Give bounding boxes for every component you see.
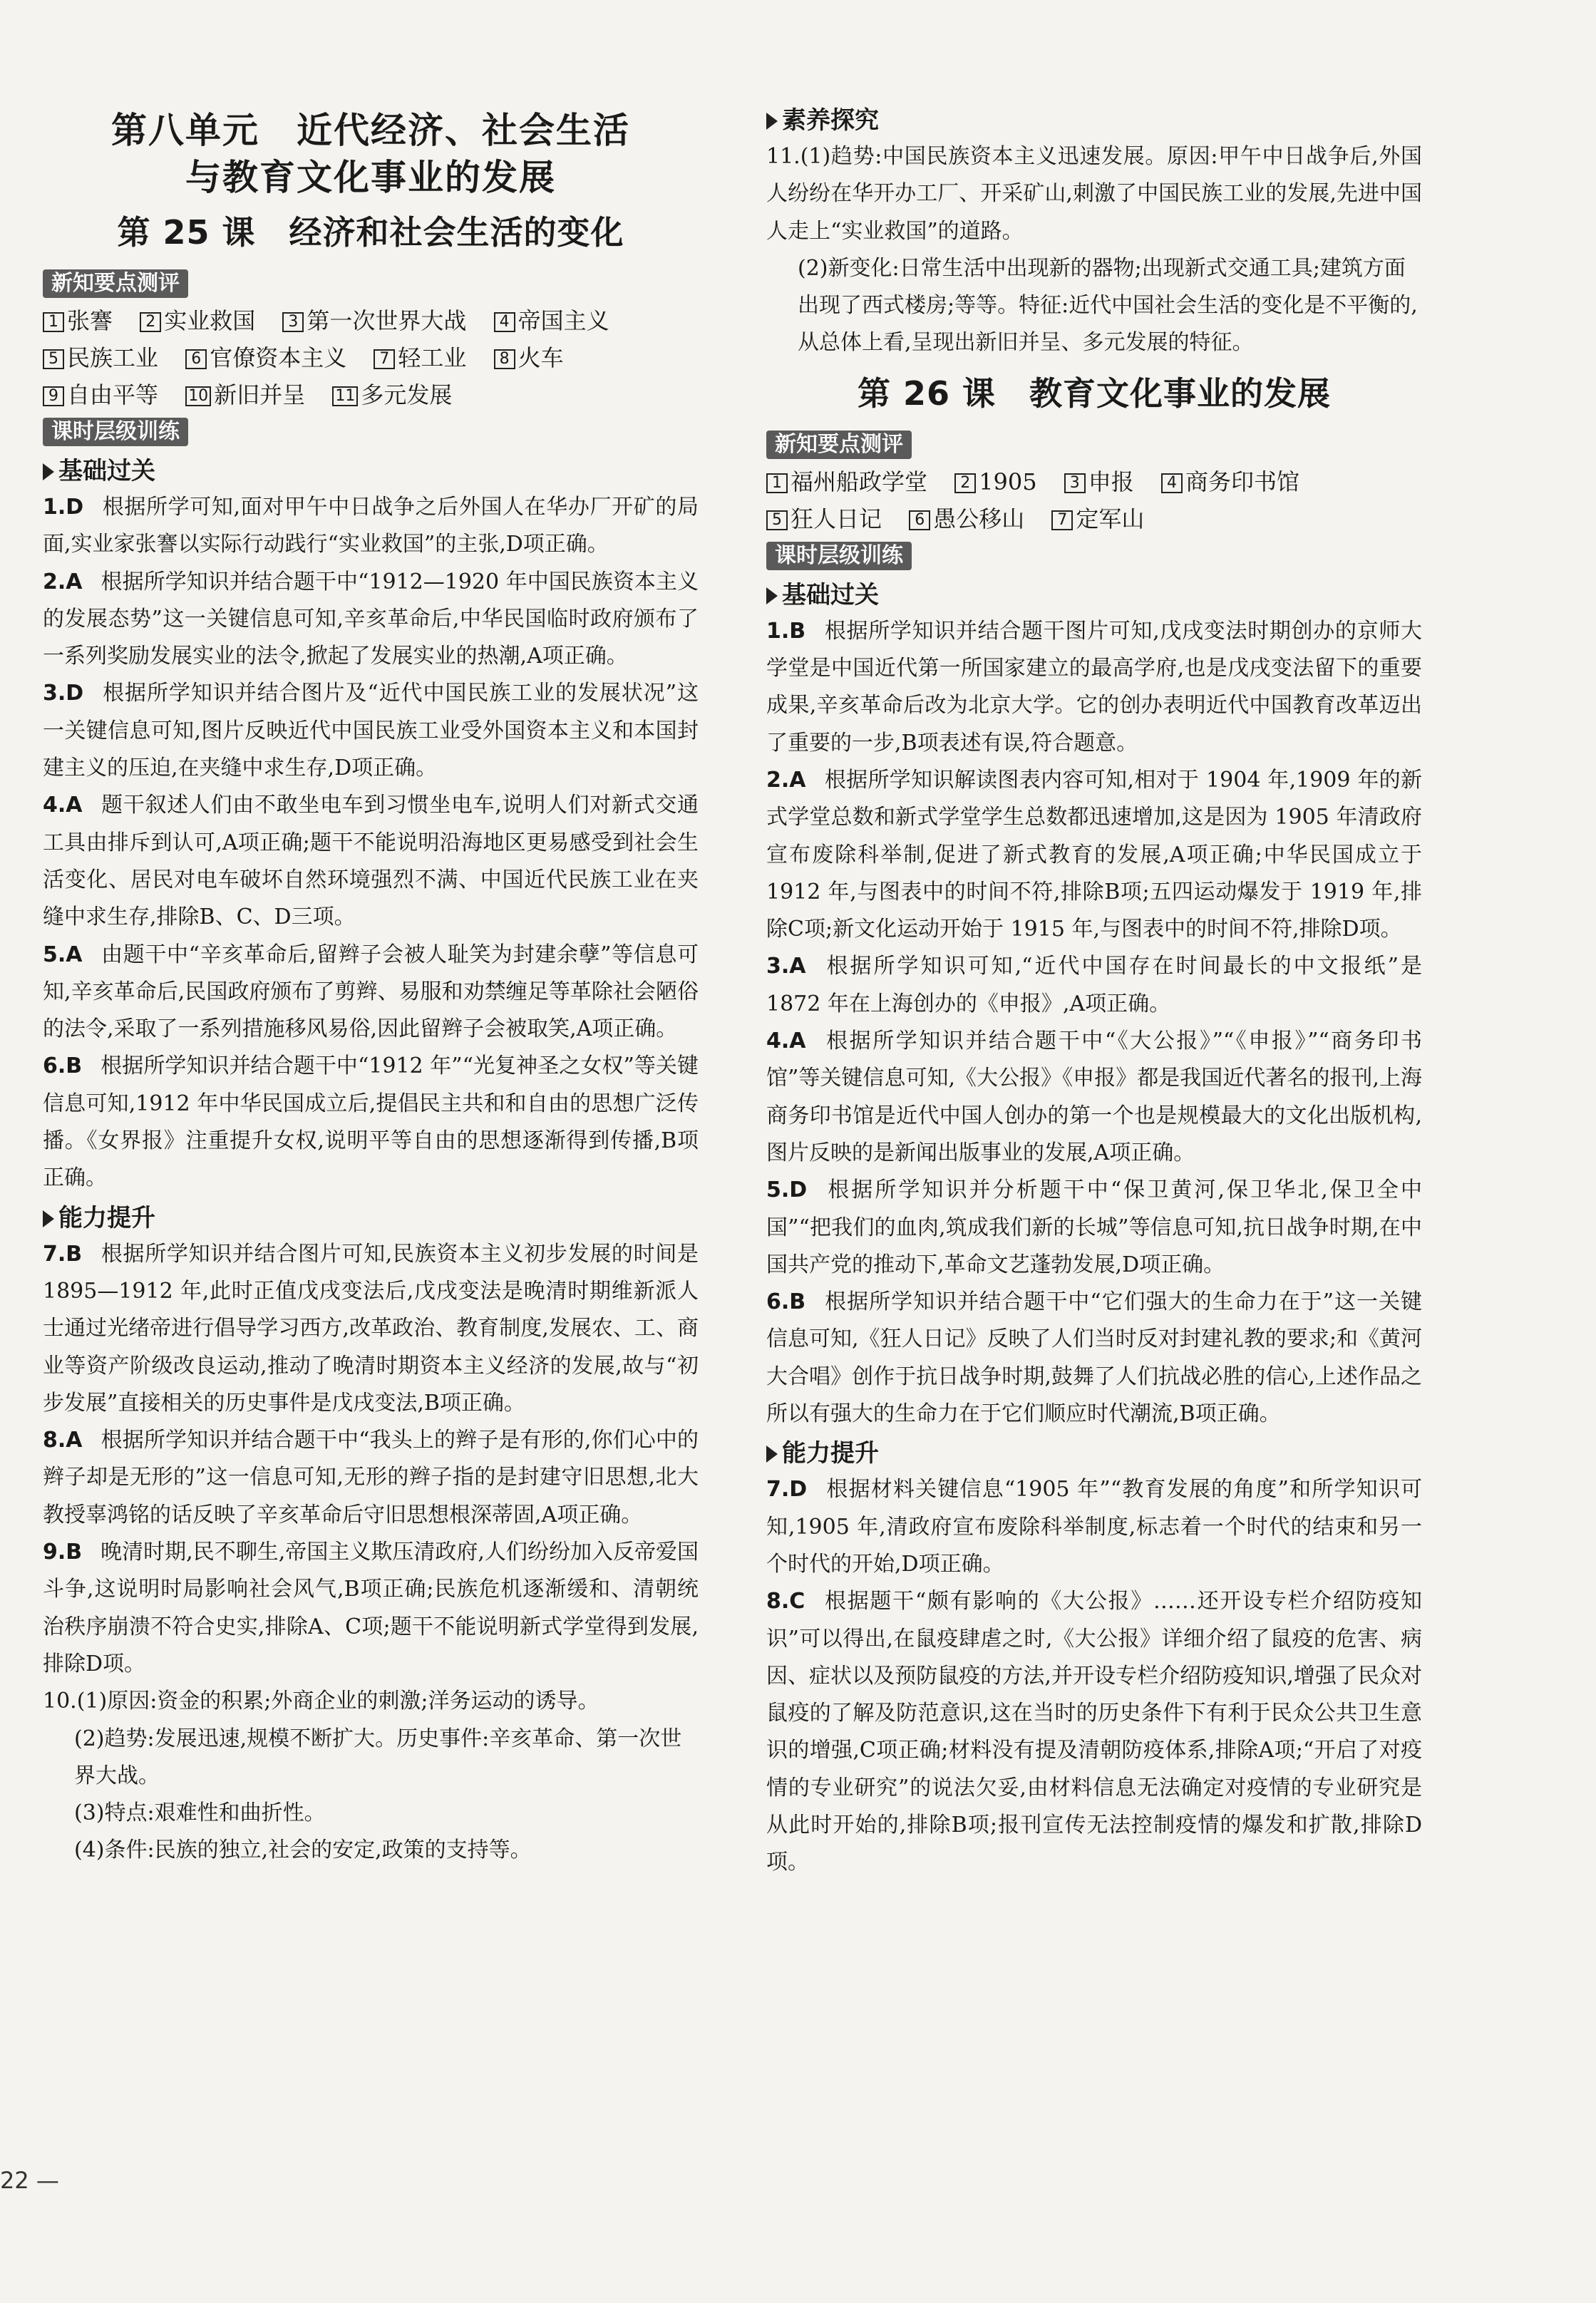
term-item: 1 福州船政学堂 — [766, 468, 927, 495]
term-item: 7 轻工业 — [374, 344, 466, 371]
page-number: 22 — — [0, 2167, 59, 2194]
term-item: 2 实业救国 — [140, 307, 255, 334]
answer-item: 3.A 根据所学知识可知,“近代中国存在时间最长的中文报纸”是 1872 年在上海创办的《申报》,A项正确。 — [766, 954, 1422, 1016]
lesson-25-title: 第 25 课 经济和社会生活的变化 — [117, 213, 624, 252]
answer-item: 1.D 根据所学可知,面对甲午中日战争之后外国人在华办厂开矿的局面,实业家张謇以实际行动践行“实业救国”的主张,D项正确。 — [43, 495, 699, 557]
section-tag-training: 课时层级训练 — [43, 418, 188, 446]
term-item: 5 狂人日记 — [766, 505, 882, 532]
section-tag-training: 课时层级训练 — [766, 542, 912, 570]
answer-item: 2.A 根据所学知识并结合题干中“1912—1920 年中国民族资本主义的发展态势”这一关键信息可知,辛亥革命后,中华民国临时政府颁布了一系列奖励发展实业的法令,掀起了发展实业的热潮,A项正确。 — [43, 569, 699, 669]
answer-item: 6.B 根据所学知识并结合题干中“1912 年”“光复神圣之女权”等关键信息可知,1912 年中华民国成立后,提倡民主共和和自由的思想广泛传播。《女界报》注重提升女权,说明平等自由的思想逐渐得到传播,B项正确。 — [43, 1053, 699, 1191]
term-item: 3 申报 — [1064, 468, 1134, 495]
term-item: 6 愚公移山 — [909, 505, 1024, 532]
answer-item: 7.B 根据所学知识并结合图片可知,民族资本主义初步发展的时间是 1895—1912 年,此时正值戊戌变法后,戊戌变法是晚清时期维新派人士通过光绪帝进行倡导学习西方,改革政治、教育制度,发展农、工、商业等资产阶级改良运动,推动了晚清时期资本主义经济的发展,故与“初步发展”直接相关的历史事件是戊戌变法,B项正确。 — [43, 1241, 699, 1416]
answer-item-10-part: (3)特点:艰难性和曲折性。 — [74, 1800, 326, 1826]
term-item: 4 商务印书馆 — [1161, 468, 1299, 495]
term-item: 2 1905 — [954, 468, 1036, 495]
play-arrow-icon — [43, 1210, 54, 1227]
answer-item-10-part: (4)条件:民族的独立,社会的安定,政策的支持等。 — [74, 1838, 532, 1863]
answer-item: 6.B 根据所学知识并结合题干中“它们强大的生命力在于”这一关键信息可知,《狂人日记》反映了人们当时反对封建礼教的要求;和《黄河大合唱》创作于抗日战争时期,鼓舞了人们抗战必胜的信心,上述作品之所以有强大的生命力在于它们顺应时代潮流,B项正确。 — [766, 1289, 1422, 1427]
term-list-26 — [766, 463, 1422, 537]
answer-item: 4.A 题干叙述人们由不敢坐电车到习惯坐电车,说明人们对新式交通工具由排斥到认可,A项正确;题干不能说明沿海地区更易感受到社会生活变化、居民对电车破坏自然环境强烈不满、中国近代民族工业在夹缝中求生存,排除B、C、D三项。 — [43, 793, 699, 930]
answer-item-10-part: (2)趋势:发展迅速,规模不断扩大。历史事件:辛亥革命、第一次世界大战。 — [74, 1726, 682, 1788]
unit-title-line2: 与教育文化事业的发展 — [185, 157, 556, 198]
lesson-26-title: 第 26 课 教育文化事业的发展 — [857, 373, 1332, 413]
answer-item: 1.B 根据所学知识并结合题干图片可知,戊戌变法时期创办的京师大学堂是中国近代第一所国家建立的最高学府,也是戊戌变法留下的重要成果,辛亥革命后改为北京大学。它的创办表明近代中国教育改革迈出了重要的一步,B项表述有误,符合题意。 — [766, 618, 1422, 756]
term-item: 8 火车 — [494, 344, 564, 371]
play-arrow-icon — [766, 113, 778, 130]
answer-item: 7.D 根据材料关键信息“1905 年”“教育发展的角度”和所学知识可知,1905 年,清政府宣布废除科举制度,标志着一个时代的结束和另一个时代的开始,D项正确。 — [766, 1477, 1422, 1577]
term-list-25 — [43, 302, 699, 413]
answer-item: 9.B 晚清时期,民不聊生,帝国主义欺压清政府,人们纷纷加入反帝爱国斗争,这说明时局影响社会风气,B项正确;民族危机逐渐缓和、清朝统治秩序崩溃不符合史实,排除A、C项;题干不能说明新式学堂得到发展,排除D项。 — [43, 1540, 699, 1676]
term-item: 10 新旧并呈 — [185, 381, 305, 408]
answer-item: 4.A 根据所学知识并结合题干中“《大公报》”“《申报》”“商务印书馆”等关键信息可知,《大公报》《申报》都是我国近代著名的报刊,上海商务印书馆是近代中国人创办的第一个也是规模最大的文化出版机构,图片反映的是新闻出版事业的发展,A项正确。 — [766, 1029, 1422, 1165]
term-item: 9 自由平等 — [43, 381, 158, 408]
term-item: 4 帝国主义 — [494, 307, 609, 334]
term-item: 1 张謇 — [43, 307, 113, 334]
answer-item-11-part: (2)新变化:日常生活中出现新的器物;出现新式交通工具;建筑方面出现了西式楼房;等等。特征:近代中国社会生活的变化是不平衡的,从总体上看,呈现出新旧并呈、多元发展的特征。 — [798, 255, 1418, 356]
answer-item: 8.A 根据所学知识并结合题干中“我头上的辫子是有形的,你们心中的辫子却是无形的”这一信息可知,无形的辫子指的是封建守旧思想,北大教授辜鸿铭的话反映了辛亥革命后守旧思想根深蒂固,A项正确。 — [43, 1428, 699, 1527]
answer-item-11: 11.(1)趋势:中国民族资本主义迅速发展。原因:甲午中日战争后,外国人纷纷在华开办工厂、开采矿山,刺激了中国民族工业的发展,先进中国人走上“实业救国”的道路。 — [766, 144, 1422, 244]
section-tag-new-knowledge: 新知要点测评 — [43, 269, 188, 298]
play-arrow-icon — [43, 463, 54, 480]
term-item: 11 多元发展 — [332, 381, 452, 408]
subheading-ability: 能力提升 — [43, 1200, 699, 1236]
answer-item-10: 10.(1)原因:资金的积累;外商企业的刺激;洋务运动的诱导。 — [43, 1689, 599, 1714]
unit-title-line1: 第八单元 近代经济、社会生活 — [111, 110, 630, 151]
answer-item: 2.A 根据所学知识解读图表内容可知,相对于 1904 年,1909 年的新式学堂总数和新式学堂学生总数都迅速增加,这是因为 1905 年清政府宣布废除科举制,促进了新式教育的发展,A项正确;中华民国成立于 1912 年,与图表中的时间不符,排除B项;五四运动爆发于 1919 年,排除C项;新文化运动开始于 1915 年,与图表中的时间不符,排除D项。 — [766, 767, 1422, 942]
term-item: 5 民族工业 — [43, 344, 158, 371]
subheading-ability: 能力提升 — [766, 1436, 1422, 1471]
left-column — [43, 107, 699, 1870]
subheading-basic: 基础过关 — [43, 453, 699, 489]
subheading-basic: 基础过关 — [766, 577, 1422, 613]
answer-item: 5.A 由题干中“辛亥革命后,留辫子会被人耻笑为封建余孽”等信息可知,辛亥革命后,民国政府颁布了剪辫、易服和劝禁缠足等革除社会陋俗的法令,采取了一系列措施移风易俗,因此留辫子会被取笑,A项正确。 — [43, 942, 699, 1042]
answer-item: 3.D 根据所学知识并结合图片及“近代中国民族工业的发展状况”这一关键信息可知,图片反映近代中国民族工业受外国资本主义和本国封建主义的压迫,在夹缝中求生存,D项正确。 — [43, 681, 699, 781]
term-item: 7 定军山 — [1051, 505, 1144, 532]
right-column — [766, 100, 1422, 1882]
subheading-explore: 素养探究 — [766, 103, 1422, 138]
answer-item: 8.C 根据题干“颇有影响的《大公报》……还开设专栏介绍防疫知识”可以得出,在鼠疫肆虐之时,《大公报》详细介绍了鼠疫的危害、病因、症状以及预防鼠疫的方法,并开设专栏介绍防疫知识,增强了民众对鼠疫的了解及防范意识,这在当时的历史条件下有利于民众公共卫生意识的增强,C项正确;材料没有提及清朝防疫体系,排除A项;“开启了对疫情的专业研究”的说法欠妥,由材料信息无法确定对疫情的专业研究是从此时开始的,排除B项;报刊宣传无法控制疫情的爆发和扩散,排除D项。 — [766, 1589, 1422, 1875]
section-tag-new-knowledge: 新知要点测评 — [766, 431, 912, 459]
term-item: 6 官僚资本主义 — [185, 344, 346, 371]
answer-item: 5.D 根据所学知识并分析题干中“保卫黄河,保卫华北,保卫全中国”“把我们的血肉,筑成我们新的长城”等信息可知,抗日战争时期,在中国共产党的推动下,革命文艺蓬勃发展,D项正确。 — [766, 1178, 1422, 1277]
term-item: 3 第一次世界大战 — [282, 307, 466, 334]
play-arrow-icon — [766, 587, 778, 604]
play-arrow-icon — [766, 1446, 778, 1463]
